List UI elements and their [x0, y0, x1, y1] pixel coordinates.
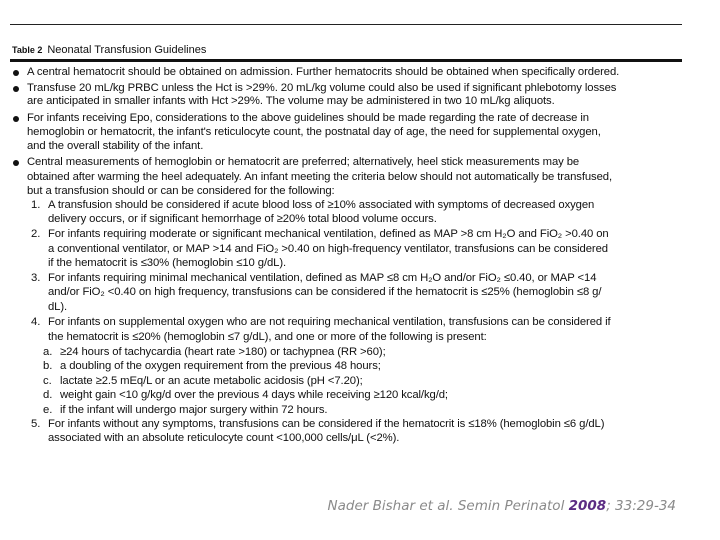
sub-item-text: ≥24 hours of tachycardia (heart rate >180) or tachypnea (RR >60); — [60, 346, 386, 358]
numbered-line: For infants requiring moderate or significant mechanical ventilation, defined as MAP >8 cm H₂O and FiO₂ >0.40 on — [48, 228, 609, 240]
table-title-text: Neonatal Transfusion Guidelines — [47, 44, 207, 56]
bullet-line: Transfuse 20 mL/kg PRBC unless the Hct is >29%. 20 mL/kg volume could also be used if significant phlebotomy losses — [27, 82, 617, 94]
bullet-icon — [13, 86, 19, 92]
citation-year: 2008 — [568, 498, 607, 514]
citation-rest: ; 33:29-34 — [606, 498, 676, 514]
item-number: 3. — [31, 272, 41, 284]
numbered-line: For infants without any symptoms, transfusions can be considered if the hematocrit is ≤18% (hemoglobin ≤6 g/dL) — [48, 418, 605, 430]
table-title — [12, 44, 206, 56]
numbered-line: and/or FiO₂ <0.40 on high frequency, transfusions can be considered if the hematocrit is ≤25% (hemoglobin ≤8 g/ — [48, 286, 602, 298]
sub-item-letter: c. — [43, 375, 52, 387]
numbered-line: the hematocrit is ≤20% (hemoglobin ≤7 g/dL), and one or more of the following is present: — [48, 331, 487, 343]
top-rule — [10, 24, 682, 25]
bullet-line: are anticipated in smaller infants with Hct >29%. The volume may be administered in two 10 mL/kg aliquots. — [27, 95, 555, 107]
bullet-icon — [13, 160, 19, 166]
sub-item-letter: b. — [43, 360, 53, 372]
numbered-line: For infants on supplemental oxygen who are not requiring mechanical ventilation, transfusions can be considered if — [48, 316, 611, 328]
numbered-line: A transfusion should be considered if acute blood loss of ≥10% associated with symptoms of decreased oxygen — [48, 199, 595, 211]
sub-item-letter: d. — [43, 389, 53, 401]
numbered-line: delivery occurs, or if significant hemorrhage of ≥20% total blood volume occurs. — [48, 213, 437, 225]
sub-item-letter: a. — [43, 346, 53, 358]
bullet-icon — [13, 116, 19, 122]
bullet-line: A central hematocrit should be obtained on admission. Further hematocrits should be obtained when specifically ordered. — [27, 66, 620, 78]
bullet-line: Central measurements of hemoglobin or hematocrit are preferred; alternatively, heel stick measurements may be — [27, 156, 580, 168]
sub-item-letter: e. — [43, 404, 53, 416]
item-number: 5. — [31, 418, 41, 430]
numbered-line: For infants requiring minimal mechanical ventilation, defined as MAP ≤8 cm H₂O and/or FiO₂ ≤0.40, or MAP <14 — [48, 272, 597, 284]
numbered-line: associated with an absolute reticulocyte count <100,000 cells/μL (<2%). — [48, 432, 400, 444]
title-rule — [10, 59, 682, 62]
numbered-line: dL). — [48, 301, 68, 313]
numbered-line: a conventional ventilator, or MAP >14 and FiO₂ >0.40 on high-frequency ventilator, transfusions can be considered — [48, 243, 608, 255]
sub-item-text: a doubling of the oxygen requirement from the previous 48 hours; — [60, 360, 381, 372]
citation — [328, 498, 676, 514]
item-number: 4. — [31, 316, 41, 328]
bullet-line: obtained after warming the heel adequately. An infant meeting the criteria below should not automatically be transfused, — [27, 171, 613, 183]
bullet-line: and the overall stability of the infant. — [27, 140, 204, 152]
table-label: Table 2 — [12, 45, 43, 55]
item-number: 1. — [31, 199, 41, 211]
sub-item-text: weight gain <10 g/kg/d over the previous 4 days while receiving ≥120 kcal/kg/d; — [60, 389, 448, 401]
bullet-line: hemoglobin or hematocrit, the infant's reticulocyte count, the postnatal day of age, the need for supplemental oxygen, — [27, 126, 601, 138]
numbered-line: if the hematocrit is ≤30% (hemoglobin ≤10 g/dL). — [48, 257, 287, 269]
bullet-line: but a transfusion should or can be considered for the following: — [27, 185, 335, 197]
bullet-icon — [13, 70, 19, 76]
sub-item-text: if the infant will undergo major surgery within 72 hours. — [60, 404, 328, 416]
bullet-line: For infants receiving Epo, considerations to the above guidelines should be made regarding the rate of decrease in — [27, 112, 589, 124]
sub-item-text: lactate ≥2.5 mEq/L or an acute metabolic acidosis (pH <7.20); — [60, 375, 363, 387]
item-number: 2. — [31, 228, 41, 240]
citation-authors: Nader Bishar et al. Semin Perinatol — [327, 498, 569, 514]
